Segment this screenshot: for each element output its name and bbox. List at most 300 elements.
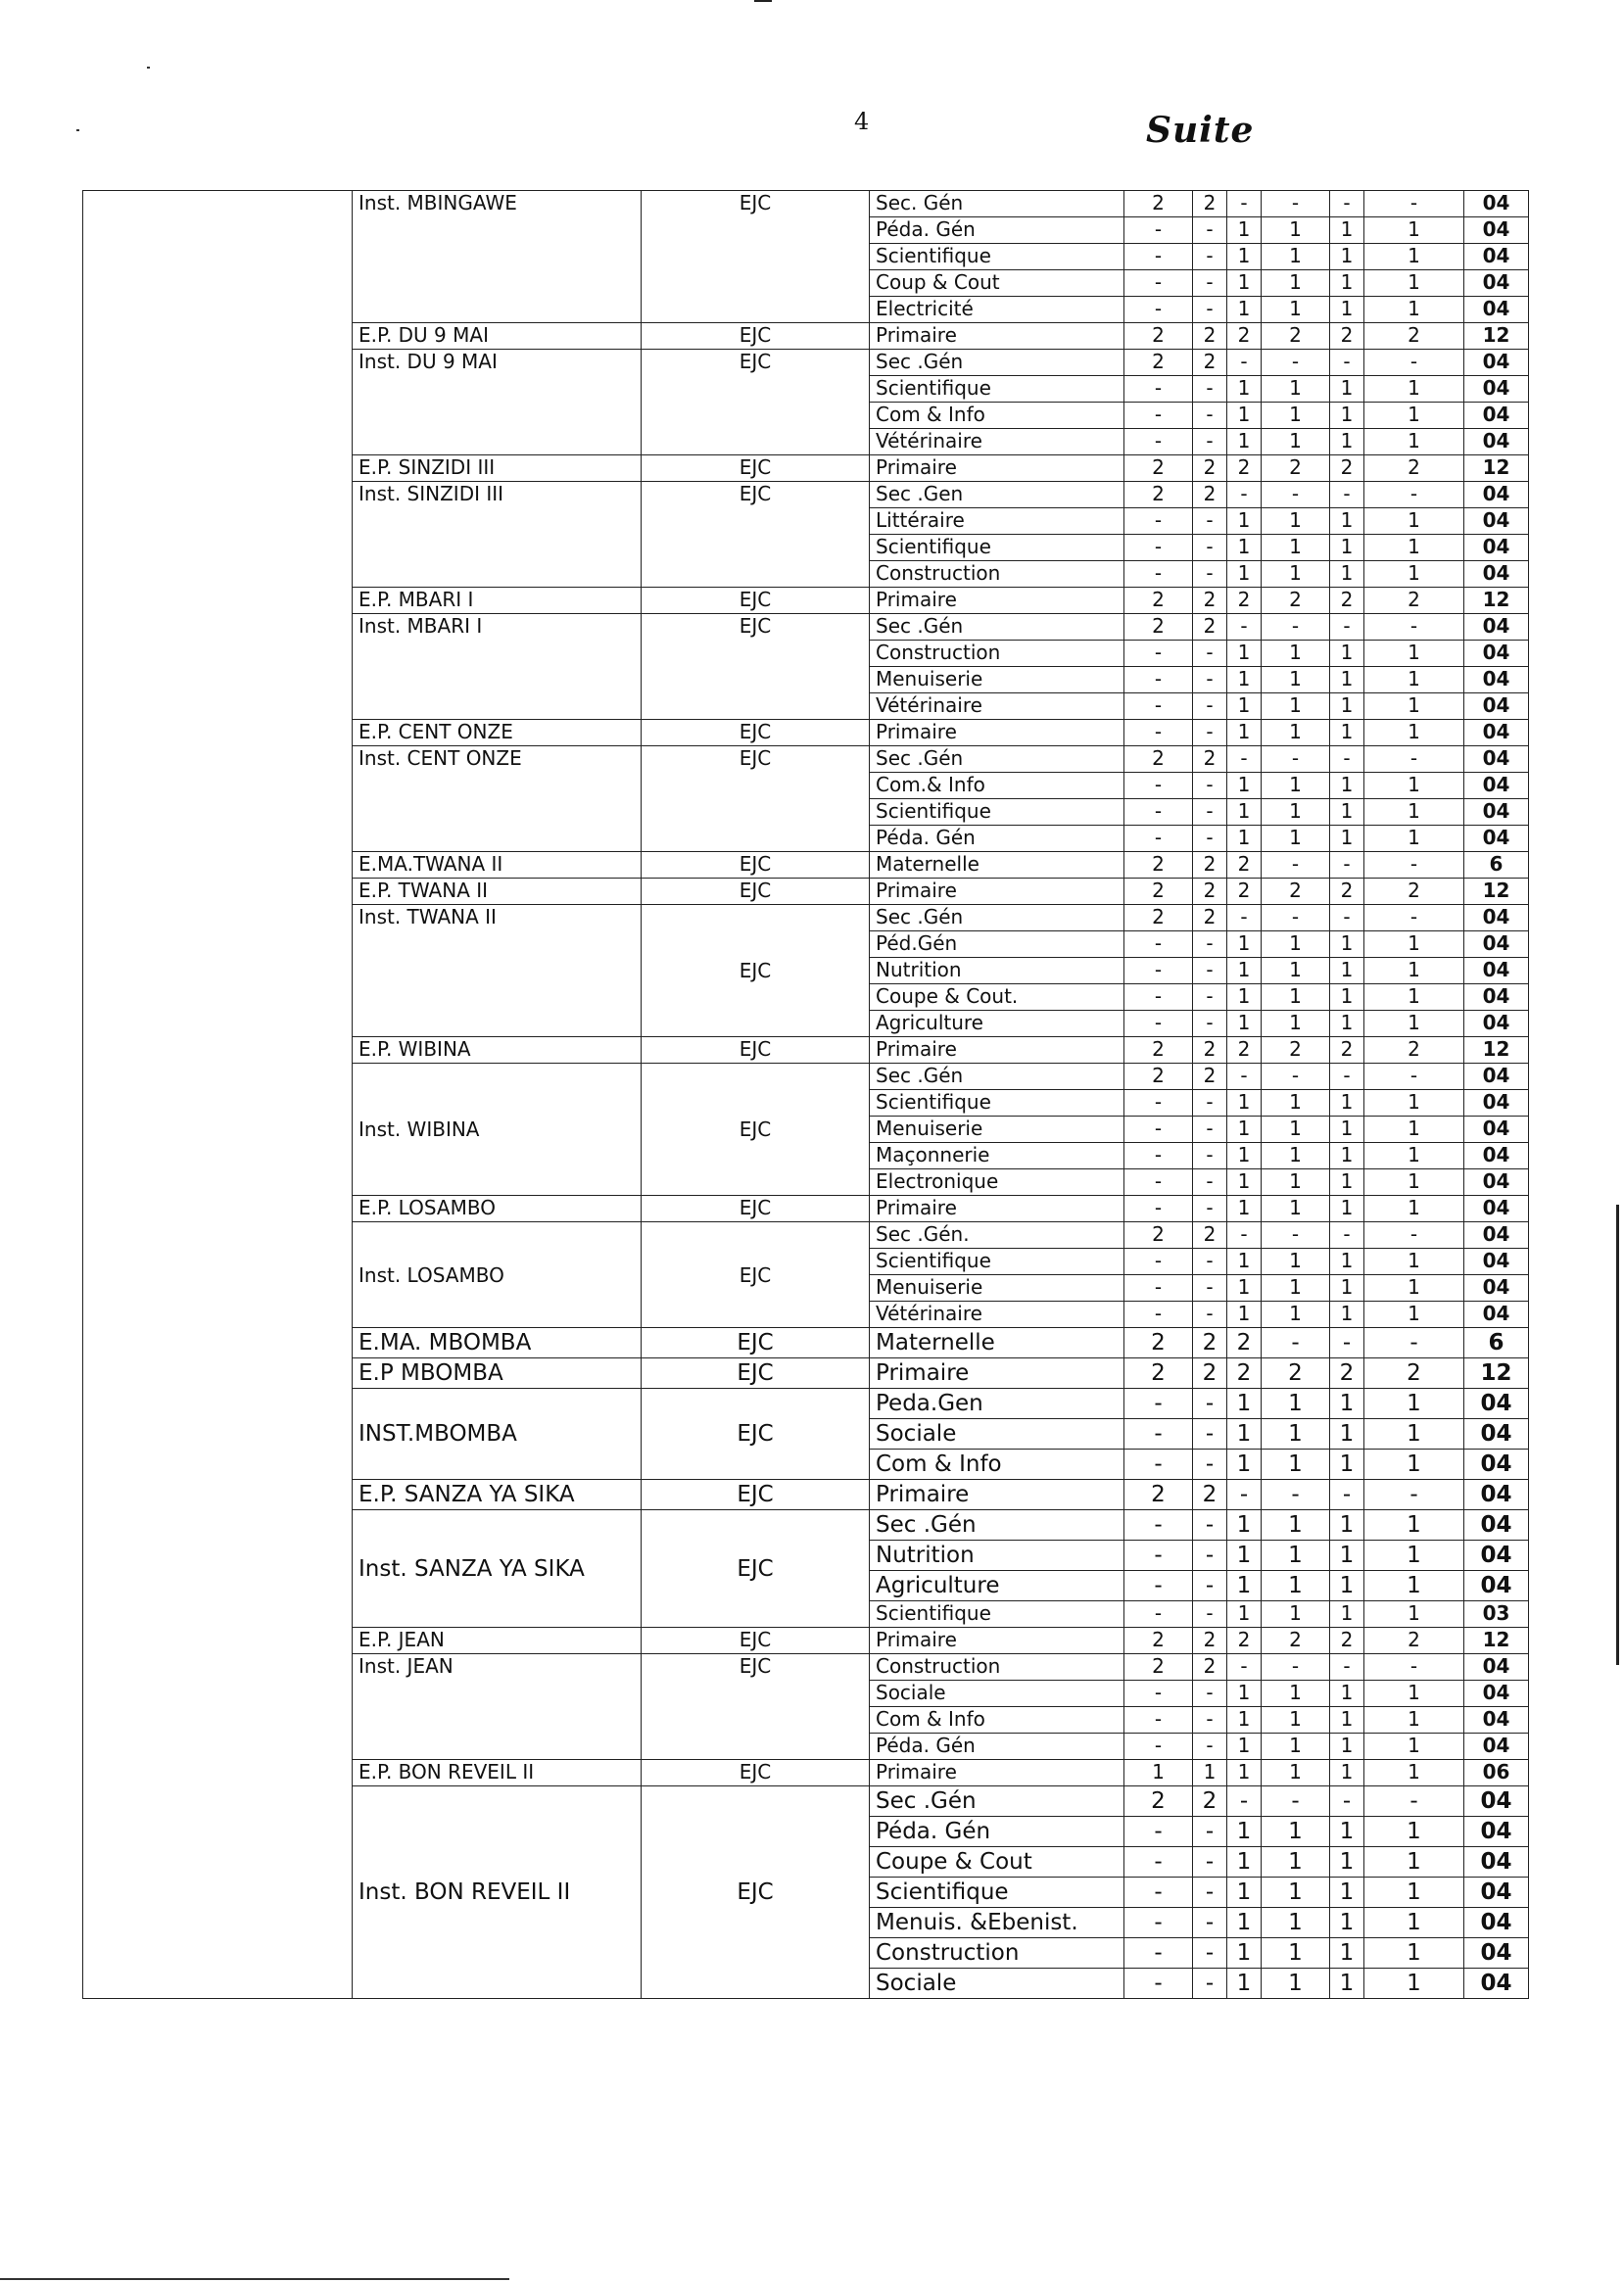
class-count-cell: 1	[1227, 1908, 1262, 1938]
class-count-cell: -	[1193, 429, 1227, 455]
class-count-cell: 2	[1364, 323, 1464, 350]
class-count-cell: 2	[1364, 1358, 1464, 1389]
class-count-cell: 1	[1262, 720, 1330, 746]
total-cell: 04	[1464, 1011, 1529, 1037]
class-count-cell: 1	[1330, 1541, 1364, 1571]
class-count-cell: 2	[1227, 1328, 1262, 1358]
total-cell: 04	[1464, 1064, 1529, 1090]
section-name: Scientifique	[870, 799, 1124, 826]
class-count-cell: -	[1364, 191, 1464, 217]
class-count-cell: 2	[1227, 879, 1262, 905]
class-count-cell: 1	[1227, 270, 1262, 297]
class-count-cell: -	[1262, 1064, 1330, 1090]
class-count-cell: -	[1124, 1571, 1193, 1601]
section-name: Sociale	[870, 1419, 1124, 1450]
class-count-cell: -	[1227, 191, 1262, 217]
total-cell: 6	[1464, 1328, 1529, 1358]
section-name: Primaire	[870, 1628, 1124, 1654]
class-count-cell: -	[1364, 1328, 1464, 1358]
class-count-cell: -	[1262, 852, 1330, 879]
total-cell: 04	[1464, 641, 1529, 667]
class-count-cell: 1	[1227, 667, 1262, 693]
class-count-cell: -	[1193, 1117, 1227, 1143]
class-count-cell: 1	[1262, 535, 1330, 561]
total-cell: 04	[1464, 1734, 1529, 1760]
class-count-cell: -	[1262, 482, 1330, 508]
regime-cell: EJC	[642, 905, 870, 1037]
class-count-cell: 1	[1262, 1817, 1330, 1847]
class-count-cell: -	[1227, 350, 1262, 376]
class-count-cell: 2	[1124, 614, 1193, 641]
total-cell: 04	[1464, 958, 1529, 984]
class-count-cell: 1	[1364, 1117, 1464, 1143]
total-cell: 04	[1464, 799, 1529, 826]
class-count-cell: 1	[1330, 1878, 1364, 1908]
class-count-cell: 1	[1262, 508, 1330, 535]
class-count-cell: -	[1193, 244, 1227, 270]
class-count-cell: 1	[1262, 958, 1330, 984]
class-count-cell: 2	[1193, 1328, 1227, 1358]
class-count-cell: 1	[1330, 1847, 1364, 1878]
class-count-cell: 1	[1330, 1389, 1364, 1419]
class-count-cell: 1	[1364, 561, 1464, 588]
class-count-cell: -	[1124, 1117, 1193, 1143]
page-number: 4	[854, 108, 870, 135]
class-count-cell: 1	[1227, 693, 1262, 720]
class-count-cell: 2	[1262, 1037, 1330, 1064]
class-count-cell: 1	[1364, 1734, 1464, 1760]
class-count-cell: -	[1193, 1249, 1227, 1275]
school-name: E.P. LOSAMBO	[353, 1196, 642, 1222]
class-count-cell: 1	[1262, 773, 1330, 799]
section-name: Menuiserie	[870, 1117, 1124, 1143]
blank-left-column	[83, 191, 353, 1999]
class-count-cell: 2	[1124, 588, 1193, 614]
class-count-cell: 1	[1364, 1969, 1464, 1999]
class-count-cell: 1	[1330, 297, 1364, 323]
class-count-cell: 2	[1193, 482, 1227, 508]
section-name: Maternelle	[870, 1328, 1124, 1358]
class-count-cell: -	[1193, 1681, 1227, 1707]
class-count-cell: 2	[1330, 455, 1364, 482]
class-count-cell: 1	[1364, 720, 1464, 746]
total-cell: 04	[1464, 984, 1529, 1011]
class-count-cell: 2	[1364, 1037, 1464, 1064]
class-count-cell: -	[1124, 1969, 1193, 1999]
section-name: Scientifique	[870, 376, 1124, 403]
class-count-cell: 2	[1330, 1037, 1364, 1064]
class-count-cell: 2	[1193, 1358, 1227, 1389]
class-count-cell: -	[1193, 1707, 1227, 1734]
school-name: Inst. JEAN	[353, 1654, 642, 1760]
regime-cell: EJC	[642, 1328, 870, 1358]
class-count-cell: 2	[1364, 588, 1464, 614]
class-count-cell: -	[1262, 350, 1330, 376]
class-count-cell: 1	[1262, 1734, 1330, 1760]
class-count-cell: 1	[1364, 1143, 1464, 1169]
class-count-cell: -	[1193, 403, 1227, 429]
class-count-cell: 2	[1193, 879, 1227, 905]
class-count-cell: -	[1124, 1681, 1193, 1707]
class-count-cell: 1	[1227, 297, 1262, 323]
class-count-cell: -	[1262, 614, 1330, 641]
class-count-cell: 1	[1227, 1817, 1262, 1847]
section-name: Nutrition	[870, 1541, 1124, 1571]
class-count-cell: -	[1330, 1222, 1364, 1249]
total-cell: 04	[1464, 1878, 1529, 1908]
section-name: Primaire	[870, 588, 1124, 614]
section-name: Primaire	[870, 1196, 1124, 1222]
class-count-cell: -	[1262, 746, 1330, 773]
regime-cell: EJC	[642, 1480, 870, 1510]
section-name: Coupe & Cout.	[870, 984, 1124, 1011]
total-cell: 12	[1464, 323, 1529, 350]
class-count-cell: 2	[1262, 1628, 1330, 1654]
regime-cell: EJC	[642, 1037, 870, 1064]
class-count-cell: 2	[1124, 1064, 1193, 1090]
school-name: E.MA. MBOMBA	[353, 1328, 642, 1358]
section-name: Vétérinaire	[870, 1302, 1124, 1328]
class-count-cell: 1	[1364, 1249, 1464, 1275]
class-count-cell: -	[1193, 376, 1227, 403]
section-name: Primaire	[870, 1480, 1124, 1510]
class-count-cell: 1	[1330, 1196, 1364, 1222]
class-count-cell: 1	[1330, 1601, 1364, 1628]
school-name: Inst. SANZA YA SIKA	[353, 1510, 642, 1628]
regime-cell: EJC	[642, 191, 870, 323]
class-count-cell: 1	[1262, 1878, 1330, 1908]
class-count-cell: 1	[1364, 826, 1464, 852]
class-count-cell: 1	[1330, 217, 1364, 244]
class-count-cell: 1	[1364, 508, 1464, 535]
class-count-cell: 1	[1364, 429, 1464, 455]
section-name: Construction	[870, 1938, 1124, 1969]
class-count-cell: 1	[1227, 1196, 1262, 1222]
class-count-cell: 1	[1364, 1090, 1464, 1117]
section-name: Agriculture	[870, 1571, 1124, 1601]
total-cell: 12	[1464, 1037, 1529, 1064]
section-name: Primaire	[870, 1037, 1124, 1064]
total-cell: 04	[1464, 1143, 1529, 1169]
class-count-cell: 1	[1227, 1090, 1262, 1117]
total-cell: 04	[1464, 905, 1529, 931]
class-count-cell: -	[1124, 1275, 1193, 1302]
class-count-cell: -	[1124, 1847, 1193, 1878]
class-count-cell: -	[1193, 931, 1227, 958]
class-count-cell: 1	[1330, 403, 1364, 429]
regime-cell: EJC	[642, 482, 870, 588]
class-count-cell: 1	[1262, 826, 1330, 852]
class-count-cell: -	[1330, 482, 1364, 508]
class-count-cell: 2	[1330, 1358, 1364, 1389]
class-count-cell: 1	[1262, 1117, 1330, 1143]
class-count-cell: -	[1193, 270, 1227, 297]
table-body	[83, 191, 1529, 1999]
class-count-cell: 1	[1330, 1143, 1364, 1169]
class-count-cell: 2	[1124, 455, 1193, 482]
total-cell: 04	[1464, 826, 1529, 852]
class-count-cell: -	[1124, 641, 1193, 667]
class-count-cell: 1	[1262, 1389, 1330, 1419]
total-cell: 04	[1464, 297, 1529, 323]
class-count-cell: -	[1193, 1878, 1227, 1908]
class-count-cell: -	[1262, 1222, 1330, 1249]
class-count-cell: 1	[1262, 1302, 1330, 1328]
class-count-cell: 2	[1193, 1222, 1227, 1249]
section-name: Vétérinaire	[870, 693, 1124, 720]
school-name: Inst. LOSAMBO	[353, 1222, 642, 1328]
class-count-cell: 1	[1262, 1760, 1330, 1786]
class-count-cell: 1	[1330, 1571, 1364, 1601]
total-cell: 04	[1464, 614, 1529, 641]
class-count-cell: -	[1193, 1734, 1227, 1760]
class-count-cell: -	[1193, 1969, 1227, 1999]
class-count-cell: 1	[1262, 1011, 1330, 1037]
section-name: Electronique	[870, 1169, 1124, 1196]
class-count-cell: -	[1193, 561, 1227, 588]
class-count-cell: -	[1124, 1908, 1193, 1938]
scan-edge-mark	[1616, 1205, 1619, 1665]
class-count-cell: 1	[1262, 1143, 1330, 1169]
section-name: Construction	[870, 1654, 1124, 1681]
class-count-cell: 2	[1124, 746, 1193, 773]
class-count-cell: 1	[1227, 1681, 1262, 1707]
class-count-cell: -	[1364, 614, 1464, 641]
class-count-cell: 2	[1124, 1328, 1193, 1358]
class-count-cell: 1	[1227, 720, 1262, 746]
section-name: Scientifique	[870, 535, 1124, 561]
section-name: Primaire	[870, 1760, 1124, 1786]
class-count-cell: -	[1364, 1786, 1464, 1817]
class-count-cell: -	[1262, 1328, 1330, 1358]
class-count-cell: -	[1124, 1302, 1193, 1328]
class-count-cell: 1	[1262, 1908, 1330, 1938]
class-count-cell: 1	[1364, 1601, 1464, 1628]
total-cell: 04	[1464, 1222, 1529, 1249]
class-count-cell: 1	[1330, 1011, 1364, 1037]
class-count-cell: -	[1124, 244, 1193, 270]
class-count-cell: 1	[1262, 217, 1330, 244]
top-edge-mark	[754, 0, 772, 2]
school-name: E.P. WIBINA	[353, 1037, 642, 1064]
class-count-cell: -	[1330, 1064, 1364, 1090]
class-count-cell: 1	[1364, 799, 1464, 826]
school-name: Inst. MBARI I	[353, 614, 642, 720]
class-count-cell: -	[1193, 1169, 1227, 1196]
section-name: Péda. Gén	[870, 217, 1124, 244]
total-cell: 04	[1464, 1480, 1529, 1510]
scan-speck	[147, 67, 150, 69]
class-count-cell: -	[1124, 720, 1193, 746]
school-name: E.P. TWANA II	[353, 879, 642, 905]
class-count-cell: 1	[1262, 693, 1330, 720]
school-name: E.P. DU 9 MAI	[353, 323, 642, 350]
section-name: Primaire	[870, 720, 1124, 746]
school-name: E.P. CENT ONZE	[353, 720, 642, 746]
total-cell: 04	[1464, 429, 1529, 455]
class-count-cell: -	[1124, 1389, 1193, 1419]
class-count-cell: -	[1193, 1571, 1227, 1601]
class-count-cell: 1	[1227, 429, 1262, 455]
regime-cell: EJC	[642, 455, 870, 482]
class-count-cell: -	[1227, 1064, 1262, 1090]
section-name: Péda. Gén	[870, 1734, 1124, 1760]
section-name: Sec .Gén.	[870, 1222, 1124, 1249]
class-count-cell: 2	[1124, 482, 1193, 508]
section-name: Coup & Cout	[870, 270, 1124, 297]
regime-cell: EJC	[642, 1196, 870, 1222]
class-count-cell: 1	[1227, 1734, 1262, 1760]
class-count-cell: 1	[1262, 1249, 1330, 1275]
class-count-cell: -	[1193, 799, 1227, 826]
suite-label: Suite	[1146, 110, 1255, 151]
total-cell: 04	[1464, 1541, 1529, 1571]
class-count-cell: 1	[1227, 773, 1262, 799]
class-count-cell: -	[1124, 931, 1193, 958]
class-count-cell: 1	[1364, 535, 1464, 561]
class-count-cell: -	[1193, 1541, 1227, 1571]
class-count-cell: -	[1364, 350, 1464, 376]
section-name: Primaire	[870, 879, 1124, 905]
class-count-cell: 1	[1227, 1847, 1262, 1878]
class-count-cell: -	[1124, 1938, 1193, 1969]
class-count-cell: 1	[1262, 1450, 1330, 1480]
total-cell: 12	[1464, 455, 1529, 482]
class-count-cell: -	[1227, 614, 1262, 641]
class-count-cell: -	[1193, 826, 1227, 852]
class-count-cell: -	[1124, 1090, 1193, 1117]
section-name: Menuiserie	[870, 667, 1124, 693]
class-count-cell: -	[1124, 773, 1193, 799]
class-count-cell: 1	[1227, 958, 1262, 984]
class-count-cell: 1	[1364, 1169, 1464, 1196]
class-count-cell: 1	[1262, 1196, 1330, 1222]
class-count-cell: 1	[1364, 1817, 1464, 1847]
class-count-cell: -	[1193, 667, 1227, 693]
class-count-cell: 1	[1227, 641, 1262, 667]
regime-cell: EJC	[642, 1654, 870, 1760]
class-count-cell: -	[1262, 191, 1330, 217]
section-name: Construction	[870, 561, 1124, 588]
class-count-cell: -	[1124, 270, 1193, 297]
class-count-cell: -	[1193, 1908, 1227, 1938]
class-count-cell: 2	[1193, 746, 1227, 773]
class-count-cell: 2	[1193, 1480, 1227, 1510]
class-count-cell: 1	[1262, 1169, 1330, 1196]
class-count-cell: 1	[1364, 217, 1464, 244]
class-count-cell: 1	[1227, 1249, 1262, 1275]
class-count-cell: 1	[1193, 1760, 1227, 1786]
class-count-cell: -	[1124, 1541, 1193, 1571]
class-count-cell: -	[1193, 773, 1227, 799]
school-name: Inst. MBINGAWE	[353, 191, 642, 323]
regime-cell: EJC	[642, 879, 870, 905]
section-name: Primaire	[870, 455, 1124, 482]
class-count-cell: 2	[1193, 614, 1227, 641]
class-count-cell: 2	[1330, 879, 1364, 905]
class-count-cell: 1	[1227, 931, 1262, 958]
regime-cell: EJC	[642, 1222, 870, 1328]
class-count-cell: 1	[1330, 1450, 1364, 1480]
class-count-cell: -	[1330, 1654, 1364, 1681]
section-name: Littéraire	[870, 508, 1124, 535]
section-name: Electricité	[870, 297, 1124, 323]
class-count-cell: 1	[1227, 217, 1262, 244]
class-count-cell: 1	[1364, 1275, 1464, 1302]
total-cell: 04	[1464, 720, 1529, 746]
class-count-cell: 1	[1262, 984, 1330, 1011]
class-count-cell: 2	[1124, 1786, 1193, 1817]
total-cell: 04	[1464, 535, 1529, 561]
school-name: Inst. DU 9 MAI	[353, 350, 642, 455]
school-name: E.P. JEAN	[353, 1628, 642, 1654]
total-cell: 04	[1464, 1654, 1529, 1681]
class-count-cell: 2	[1330, 588, 1364, 614]
total-cell: 04	[1464, 1938, 1529, 1969]
class-count-cell: 2	[1193, 323, 1227, 350]
class-count-cell: 1	[1330, 535, 1364, 561]
class-count-cell: 1	[1330, 1169, 1364, 1196]
total-cell: 04	[1464, 1196, 1529, 1222]
class-count-cell: -	[1193, 720, 1227, 746]
class-count-cell: 1	[1364, 1878, 1464, 1908]
section-name: Vétérinaire	[870, 429, 1124, 455]
class-count-cell: 1	[1227, 1419, 1262, 1450]
section-name: Sec .Gén	[870, 905, 1124, 931]
total-cell: 04	[1464, 931, 1529, 958]
total-cell: 04	[1464, 1419, 1529, 1450]
class-count-cell: 2	[1193, 1654, 1227, 1681]
class-count-cell: -	[1330, 350, 1364, 376]
class-count-cell: 1	[1330, 1302, 1364, 1328]
total-cell: 04	[1464, 1389, 1529, 1419]
class-count-cell: 1	[1227, 826, 1262, 852]
section-name: Sociale	[870, 1681, 1124, 1707]
class-count-cell: 1	[1364, 773, 1464, 799]
class-count-cell: -	[1227, 482, 1262, 508]
class-count-cell: 1	[1262, 1847, 1330, 1878]
class-count-cell: 1	[1364, 1681, 1464, 1707]
class-count-cell: 2	[1227, 852, 1262, 879]
class-count-cell: 1	[1262, 1571, 1330, 1601]
regime-cell: EJC	[642, 1358, 870, 1389]
section-name: Péda. Gén	[870, 826, 1124, 852]
school-name: Inst. CENT ONZE	[353, 746, 642, 852]
class-count-cell: -	[1262, 1654, 1330, 1681]
class-count-cell: -	[1124, 958, 1193, 984]
class-count-cell: -	[1124, 217, 1193, 244]
total-cell: 04	[1464, 376, 1529, 403]
class-count-cell: -	[1193, 1419, 1227, 1450]
class-count-cell: 1	[1330, 641, 1364, 667]
class-count-cell: 2	[1124, 1358, 1193, 1389]
class-count-cell: -	[1330, 1328, 1364, 1358]
regime-cell: EJC	[642, 323, 870, 350]
total-cell: 04	[1464, 350, 1529, 376]
total-cell: 04	[1464, 1090, 1529, 1117]
class-count-cell: 2	[1193, 1628, 1227, 1654]
total-cell: 04	[1464, 244, 1529, 270]
class-count-cell: 1	[1227, 1760, 1262, 1786]
regime-cell: EJC	[642, 852, 870, 879]
class-count-cell: 1	[1227, 1878, 1262, 1908]
school-name: E.P. BON REVEIL II	[353, 1760, 642, 1786]
class-count-cell: 1	[1330, 720, 1364, 746]
class-count-cell: -	[1364, 1654, 1464, 1681]
class-count-cell: -	[1364, 482, 1464, 508]
class-count-cell: 1	[1262, 297, 1330, 323]
section-name: Primaire	[870, 323, 1124, 350]
